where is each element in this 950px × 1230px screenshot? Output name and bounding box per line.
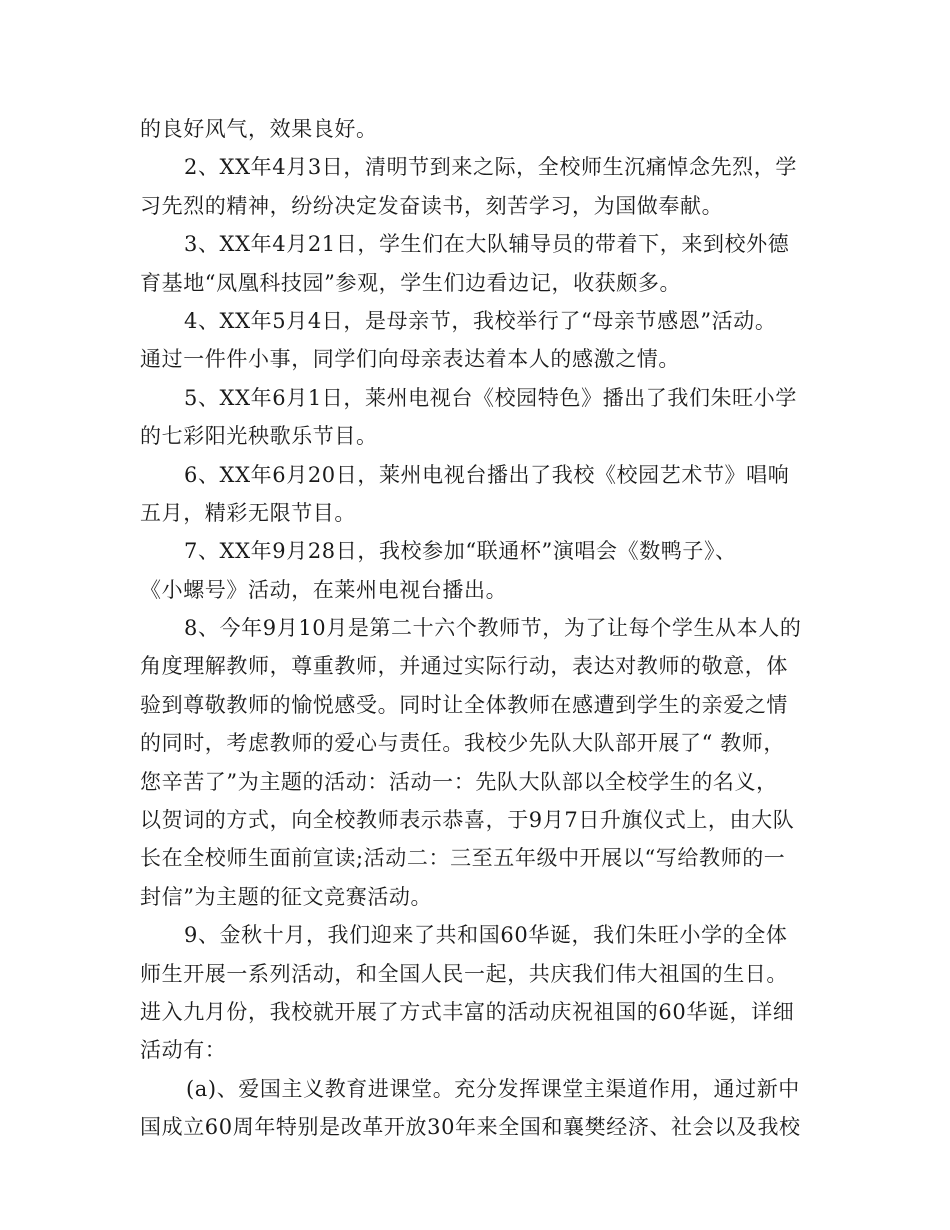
text-line: 您辛苦了”为主题的活动：活动一：先队大队部以全校学生的名义， bbox=[140, 769, 778, 794]
text-line: 育基地“凤凰科技园”参观，学生们边看边记，收获颇多。 bbox=[140, 270, 682, 295]
text-line: 师生开展一系列活动，和全国人民一起，共庆我们伟大祖国的生日。 bbox=[140, 961, 788, 986]
text-line: 习先烈的精神，纷纷决定发奋读书，刻苦学习，为国做奉献。 bbox=[140, 193, 724, 218]
text-line: 的良好风气，效果良好。 bbox=[140, 117, 378, 141]
text-line: 验到尊敬教师的愉悦感受。同时让全体教师在感遭到学生的亲爱之情 bbox=[140, 692, 788, 717]
paragraph-item-7: 7、XX年9月28日，我校参加“联通杯”演唱会《数鸭子》、 bbox=[184, 539, 737, 564]
text-line: 的七彩阳光秧歌乐节目。 bbox=[140, 424, 378, 449]
text-line: 角度理解教师，尊重教师，并通过实际行动，表达对教师的敬意，体 bbox=[140, 654, 788, 679]
text-line: 封信”为主题的征文竞赛活动。 bbox=[140, 884, 433, 909]
paragraph-item-3: 3、XX年4月21日，学生们在大队辅导员的带着下，来到校外德 bbox=[184, 232, 790, 257]
paragraph-item-4: 4、XX年5月4日，是母亲节，我校举行了“母亲节感恩”活动。 bbox=[184, 308, 777, 333]
text-line: 《小螺号》活动，在莱州电视台播出。 bbox=[140, 577, 508, 602]
document-body bbox=[140, 110, 820, 1147]
paragraph-item-5: 5、XX年6月1日，莱州电视台《校园特色》播出了我们朱旺小学 bbox=[184, 385, 797, 410]
paragraph-item-2: 2、XX年4月3日，清明节到来之际，全校师生沉痛悼念先烈，学 bbox=[184, 155, 797, 180]
paragraph-sub-item-a: (a)、爱国主义教育进课堂。充分发挥课堂主渠道作用，通过新中 bbox=[186, 1076, 800, 1101]
text-line: 长在全校师生面前宣读;活动二：三至五年级中开展以“写给教师的一 bbox=[140, 846, 786, 871]
text-line: 国成立60周年特别是改革开放30年来全国和襄樊经济、社会以及我校 bbox=[140, 1115, 801, 1140]
text-line: 的同时，考虑教师的爱心与责任。我校少先队大队部开展了“ 教师， bbox=[140, 731, 786, 756]
paragraph-item-9: 9、金秋十月，我们迎来了共和国60华诞，我们朱旺小学的全体 bbox=[184, 923, 788, 948]
text-line: 通过一件件小事，同学们向母亲表达着本人的感激之情。 bbox=[140, 347, 680, 372]
text-line: 活动有： bbox=[140, 1038, 227, 1063]
paragraph-item-8: 8、今年9月10月是第二十六个教师节，为了让每个学生从本人的 bbox=[184, 616, 802, 641]
text-line: 以贺词的方式，向全校教师表示恭喜，于9月7日升旗仪式上，由大队 bbox=[140, 808, 795, 833]
text-line: 五月，精彩无限节目。 bbox=[140, 500, 356, 525]
paragraph-item-6: 6、XX年6月20日，莱州电视台播出了我校《校园艺术节》唱响 bbox=[184, 462, 790, 487]
text-line: 进入九月份，我校就开展了方式丰富的活动庆祝祖国的60华诞，详细 bbox=[140, 999, 795, 1024]
